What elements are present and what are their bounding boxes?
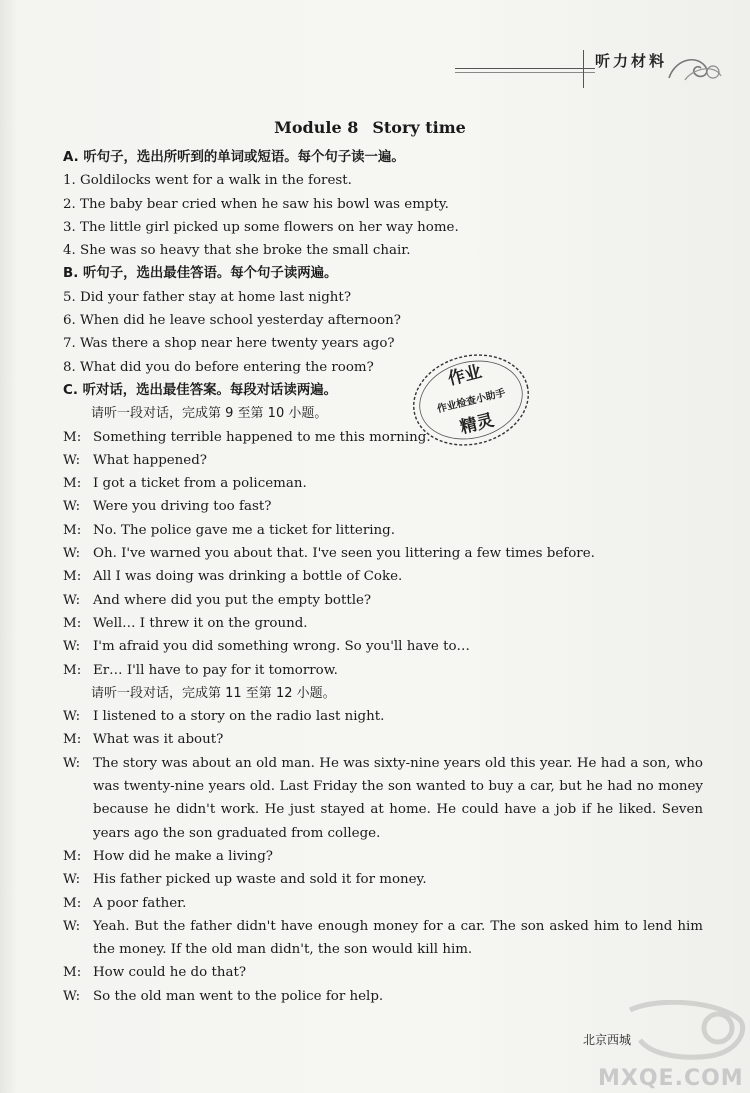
speaker-label: M: (63, 662, 82, 678)
dialogue-line (63, 985, 703, 1008)
module-title (0, 118, 740, 137)
swirl-ornament-icon (665, 50, 725, 84)
stamp-bottom-text: 精灵 (458, 410, 496, 439)
speaker-label: W: (63, 988, 81, 1004)
header-title: 听力材料 (595, 52, 668, 70)
dialogue-line (63, 892, 703, 915)
dialogue-line (63, 961, 703, 984)
dialogue-line (63, 612, 703, 635)
speaker-label: M: (63, 732, 82, 748)
section-a-item-2: 2. The baby bear cried when he saw his bowl was empty. (63, 196, 449, 212)
speaker-label: M: (63, 848, 82, 864)
dialogue-line (63, 635, 703, 658)
dialogue-text: What happened? (93, 452, 207, 468)
speaker-label: M: (63, 895, 82, 911)
dialogue-line (63, 589, 703, 612)
speaker-label: M: (63, 615, 82, 631)
speaker-label: W: (63, 709, 81, 725)
section-b-heading: B. 听句子，选出最佳答语。每个句子读两遍。 (63, 266, 338, 282)
header-divider (583, 50, 584, 88)
section-b-item-5: 5. Did your father stay at home last night? (63, 289, 351, 305)
module-number: Module 8 (274, 118, 359, 137)
section-b-item-7: 7. Was there a shop near here twenty years ago? (63, 336, 395, 352)
dialogue-text: How could he do that? (93, 965, 246, 981)
page-header (455, 42, 735, 92)
section-c-heading: C. 听对话，选出最佳答案。每段对话读两遍。 (63, 382, 337, 398)
dialogue-text: Well… I threw it on the ground. (93, 615, 308, 631)
dialogue-line (63, 845, 703, 868)
dialogue-text: A poor father. (93, 895, 187, 911)
dialogue-text: So the old man went to the police for help. (93, 988, 384, 1004)
speaker-label: W: (63, 452, 81, 468)
header-rule-2 (455, 72, 595, 73)
speaker-label: W: (63, 755, 81, 771)
dialogue-text: How did he make a living? (93, 848, 273, 864)
stamp-top-text: 作业 (446, 361, 484, 390)
stamp-middle-text: 作业检查小助手 (436, 387, 507, 416)
dialogue-text: What was it about? (93, 732, 224, 748)
section-a-item-1: 1. Goldilocks went for a walk in the forest. (63, 173, 352, 189)
dialogue-text: I listened to a story on the radio last night. (93, 709, 385, 725)
speaker-label: M: (63, 569, 82, 585)
dialogue-line (63, 752, 703, 845)
dialogue-text: His father picked up waste and sold it for money. (93, 872, 427, 888)
dialogue-text: Oh. I've warned you about that. I've seen you littering a few times before. (93, 546, 595, 562)
section-a-heading: A. 听句子，选出所听到的单词或短语。每个句子读一遍。 (63, 150, 405, 165)
dialogue-line (63, 868, 703, 891)
dialogue-line (63, 542, 703, 565)
dialogue-text: Were you driving too fast? (93, 499, 272, 515)
dialogue-line (63, 426, 703, 449)
dialogue-line (63, 495, 703, 518)
speaker-label: W: (63, 639, 81, 655)
watermark-text: MXQE.COM (598, 1066, 744, 1091)
dialogue-text: All I was doing was drinking a bottle of Coke. (93, 569, 403, 585)
dialogue-text: I'm afraid you did something wrong. So you'll have to… (93, 639, 470, 655)
dialogue-line (63, 565, 703, 588)
dialogue-2-intro: 请听一段对话，完成第 11 至第 12 小题。 (91, 685, 336, 701)
dialogue-line (63, 519, 703, 542)
dialogue-text: And where did you put the empty bottle? (93, 592, 372, 608)
section-b-item-6: 6. When did he leave school yesterday afternoon? (63, 313, 401, 329)
speaker-label: M: (63, 429, 82, 445)
speaker-label: W: (63, 546, 81, 562)
dialogue-text: Yeah. But the father didn't have enough money for a car. The son asked him to lend him the money. If the old man didn't, the son would kill him. (93, 918, 703, 958)
dialogue-text: No. The police gave me a ticket for littering. (93, 522, 395, 538)
dialogue-line (63, 705, 703, 728)
dialogue-line (63, 659, 703, 682)
footer-label: 北京西城 (583, 1033, 632, 1047)
speaker-label: M: (63, 965, 82, 981)
speaker-label: W: (63, 592, 81, 608)
section-a-item-3: 3. The little girl picked up some flowers on her way home. (63, 219, 459, 235)
dialogue-line (63, 449, 703, 472)
section-b-item-8: 8. What did you do before entering the room? (63, 359, 374, 375)
module-name: Story time (372, 118, 466, 137)
homework-stamp (408, 346, 534, 454)
dialogue-text: Something terrible happened to me this morning. (93, 429, 431, 445)
speaker-label: W: (63, 499, 81, 515)
listening-script (63, 146, 703, 1008)
header-rule (455, 68, 595, 69)
speaker-label: M: (63, 476, 82, 492)
dialogue-1-intro: 请听一段对话，完成第 9 至第 10 小题。 (91, 406, 328, 422)
dialogue-text: Er… I'll have to pay for it tomorrow. (93, 662, 338, 678)
speaker-label: W: (63, 872, 81, 888)
dialogue-line (63, 472, 703, 495)
section-a-item-4: 4. She was so heavy that she broke the small chair. (63, 243, 411, 259)
dialogue-text: The story was about an old man. He was sixty-nine years old this year. He had a son, who was twenty-nine years old. Last Friday the son wanted to buy a car, but he had no money because he didn't work. He just stayed at home. He could have a job if he liked. Seven years ago the son graduated from college. (93, 755, 703, 841)
speaker-label: M: (63, 522, 82, 538)
dialogue-line (63, 728, 703, 751)
speaker-label: W: (63, 918, 81, 934)
dialogue-line (63, 915, 703, 962)
dialogue-text: I got a ticket from a policeman. (93, 476, 307, 492)
